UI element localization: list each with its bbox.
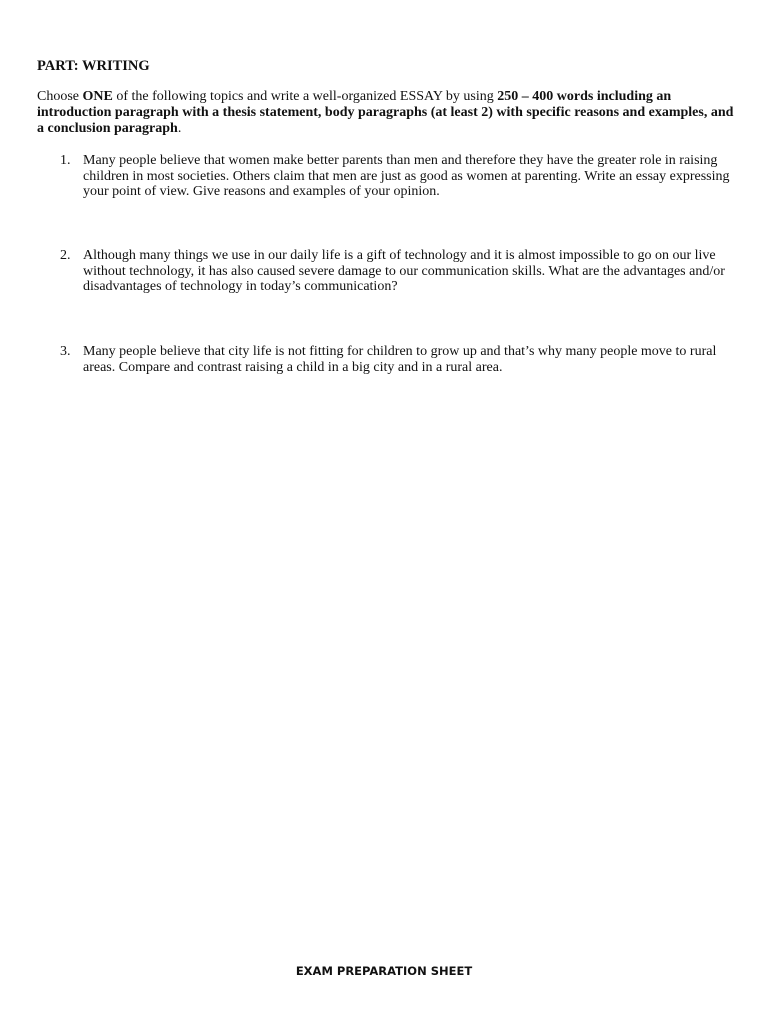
instructions-text-3: . bbox=[177, 121, 182, 136]
topic-number: 1. bbox=[60, 153, 71, 168]
topic-text: Although many things we use in our daily life is a gift of technology and it is almost impossible to go on our live without technology, it has also caused severe damage to our communication skills. What are the advantages and/or disadvantages of technology in today’s communication? bbox=[83, 248, 725, 294]
page-footer: EXAM PREPARATION SHEET bbox=[295, 964, 473, 978]
topic-item bbox=[60, 344, 730, 375]
topic-text: Many people believe that women make better parents than men and therefore they have the greater role in raising children in most societies. Others claim that men are just as good as women at parenting. Write an essay expressing your point of view. Give reasons and examples of your opinion. bbox=[83, 153, 730, 199]
topic-text: Many people believe that city life is not fitting for children to grow up and that’s why many people move to rural areas. Compare and contrast raising a child in a big city and in a rural area. bbox=[83, 344, 717, 375]
section-heading: PART: WRITING bbox=[37, 58, 150, 74]
instructions-text-2: of the following topics and write a well-organized ESSAY by using bbox=[112, 89, 498, 104]
topic-item bbox=[60, 248, 730, 295]
instructions-emphasis-requirements: 250 – 400 words including an introduction paragraph with a thesis statement, body paragraphs (at least 2) with specific reasons and examples, and a conclusion paragraph bbox=[37, 89, 734, 136]
instructions-text-1: Choose bbox=[37, 89, 83, 104]
topic-number: 2. bbox=[60, 248, 71, 263]
instructions-emphasis-one: ONE bbox=[82, 89, 113, 104]
topic-number: 3. bbox=[60, 344, 71, 359]
instructions-paragraph bbox=[37, 89, 737, 137]
topic-item bbox=[60, 153, 730, 200]
